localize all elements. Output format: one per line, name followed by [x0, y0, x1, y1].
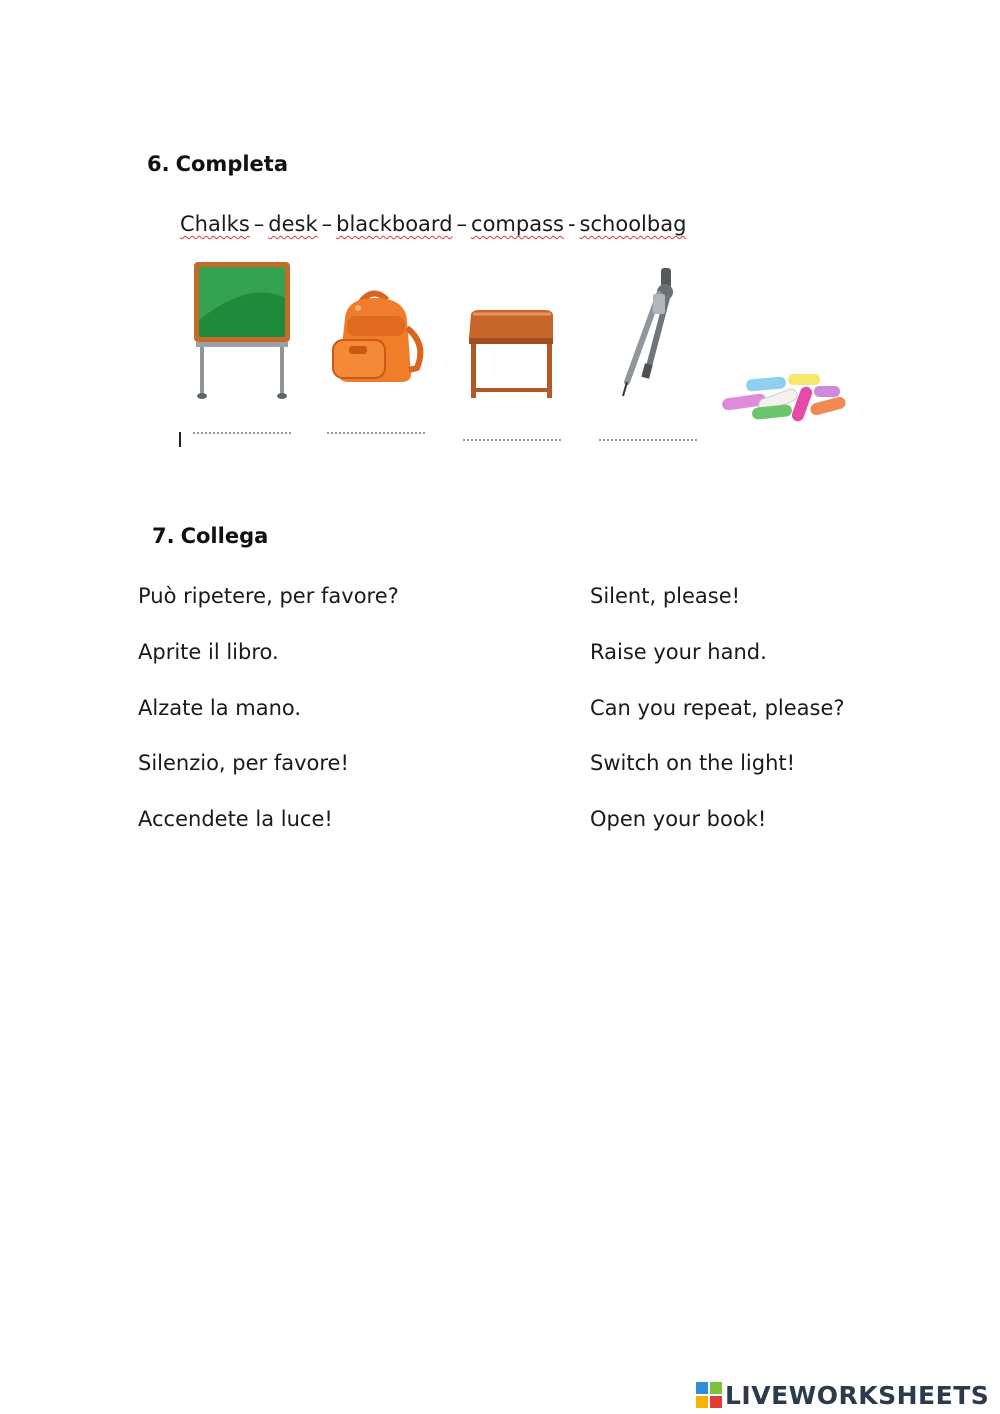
answer-blank-1[interactable] — [193, 432, 291, 434]
section-6-heading — [147, 152, 288, 176]
section-title: Completa — [175, 152, 288, 176]
schoolbag-icon — [325, 288, 429, 388]
answer-blank-4[interactable] — [599, 439, 697, 441]
english-phrase[interactable]: Raise your hand. — [590, 640, 767, 664]
english-phrase[interactable]: Open your book! — [590, 807, 767, 831]
chalks-icon — [718, 368, 850, 428]
english-phrase[interactable]: Can you repeat, please? — [590, 696, 845, 720]
word-bank-item: schoolbag — [579, 212, 687, 236]
italian-phrase[interactable]: Silenzio, per favore! — [138, 751, 349, 775]
section-number: 6. — [147, 152, 170, 176]
compass-icon — [613, 264, 679, 404]
desk-icon — [465, 308, 559, 404]
text-cursor — [179, 432, 181, 447]
italian-phrase[interactable]: Aprite il libro. — [138, 640, 279, 664]
word-bank-item: blackboard — [336, 212, 453, 236]
italian-phrase[interactable]: Alzate la mano. — [138, 696, 302, 720]
italian-phrase[interactable]: Accendete la luce! — [138, 807, 333, 831]
liveworksheets-logo — [696, 1378, 989, 1412]
word-bank-item: compass — [471, 212, 564, 236]
answer-blank-3[interactable] — [463, 439, 561, 441]
logo-blocks-icon — [696, 1382, 722, 1408]
brand-name: LIVEWORKSHEETS — [725, 1380, 990, 1410]
word-bank: Chalks – desk – blackboard – compass - schoolbag — [180, 212, 687, 236]
english-phrase[interactable]: Switch on the light! — [590, 751, 796, 775]
section-7-heading — [152, 524, 268, 548]
section-number: 7. — [152, 524, 175, 548]
section-title: Collega — [180, 524, 269, 548]
blackboard-icon — [190, 258, 294, 404]
english-phrase[interactable]: Silent, please! — [590, 584, 741, 608]
word-bank-item: desk — [268, 212, 318, 236]
answer-blank-2[interactable] — [327, 432, 425, 434]
italian-phrase[interactable]: Può ripetere, per favore? — [138, 584, 399, 608]
word-bank-item: Chalks — [180, 212, 250, 236]
